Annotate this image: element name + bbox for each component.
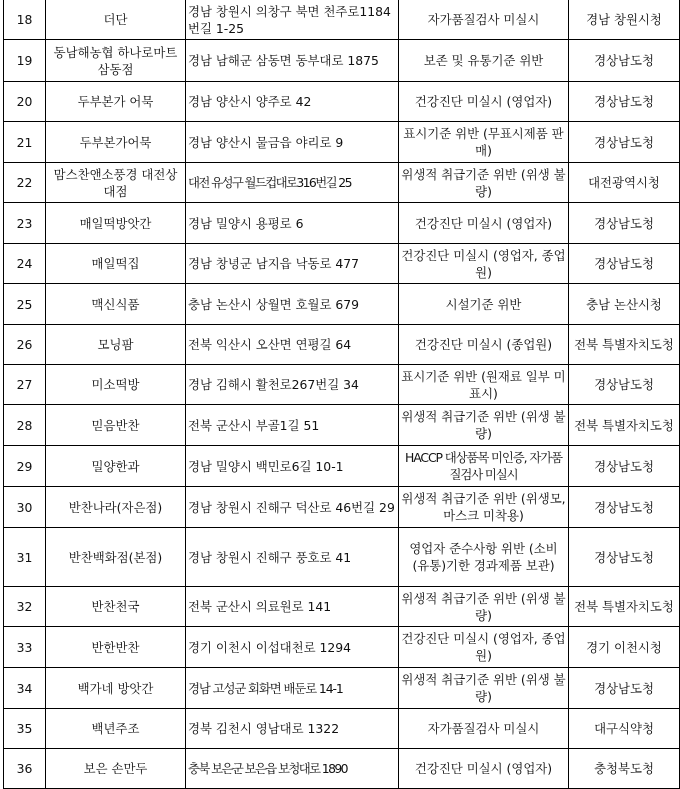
business-address: 경남 남해군 삼동면 동부대로 1875 — [186, 40, 399, 82]
table-row — [4, 405, 680, 446]
agency: 충남 논산시청 — [569, 284, 680, 325]
business-address: 전북 군산시 의료원로 141 — [186, 587, 399, 627]
row-number: 19 — [4, 40, 46, 82]
violation: 표시기준 위반 (원재료 일부 미표시) — [399, 365, 569, 405]
row-number: 28 — [4, 405, 46, 446]
business-name: 반찬천국 — [46, 587, 186, 627]
row-number: 22 — [4, 163, 46, 203]
table-row — [4, 587, 680, 627]
violation: 건강진단 미실시 (영업자) — [399, 82, 569, 122]
agency: 경상남도청 — [569, 82, 680, 122]
violation: 위생적 취급기준 위반 (위생 불량) — [399, 405, 569, 446]
violation: 보존 및 유통기준 위반 — [399, 40, 569, 82]
business-name: 반한반찬 — [46, 627, 186, 668]
business-address: 경남 밀양시 용평로 6 — [186, 203, 399, 244]
business-name: 밀양한과 — [46, 446, 186, 487]
business-name: 미소떡방 — [46, 365, 186, 405]
table-row — [4, 203, 680, 244]
business-address: 전북 익산시 오산면 연평길 64 — [186, 325, 399, 365]
violation: 건강진단 미실시 (영업자, 종업원) — [399, 244, 569, 284]
row-number: 33 — [4, 627, 46, 668]
violation: 건강진단 미실시 (종업원) — [399, 325, 569, 365]
table-row — [4, 749, 680, 789]
business-name: 매일떡방앗간 — [46, 203, 186, 244]
business-address: 충남 논산시 상월면 호월로 679 — [186, 284, 399, 325]
row-number: 25 — [4, 284, 46, 325]
violation: 영업자 준수사항 위반 (소비(유통)기한 경과제품 보관) — [399, 528, 569, 587]
violation: 위생적 취급기준 위반 (위생 불량) — [399, 163, 569, 203]
row-number: 36 — [4, 749, 46, 789]
table-row — [4, 668, 680, 709]
table-row — [4, 528, 680, 587]
agency: 경상남도청 — [569, 203, 680, 244]
business-address: 경남 고성군 회화면 배둔로 14-1 — [186, 668, 399, 709]
business-address: 경남 양산시 물금읍 야리로 9 — [186, 122, 399, 163]
business-address: 경남 김해시 활천로267번길 34 — [186, 365, 399, 405]
agency: 경상남도청 — [569, 668, 680, 709]
business-name: 믿음반찬 — [46, 405, 186, 446]
agency: 전북 특별자치도청 — [569, 587, 680, 627]
business-name: 백가네 방앗간 — [46, 668, 186, 709]
row-number: 18 — [4, 0, 46, 40]
business-address: 경북 김천시 영남대로 1322 — [186, 709, 399, 749]
agency: 경기 이천시청 — [569, 627, 680, 668]
business-address: 경남 창녕군 남지읍 낙동로 477 — [186, 244, 399, 284]
row-number: 21 — [4, 122, 46, 163]
agency: 대구식약청 — [569, 709, 680, 749]
violation: 시설기준 위반 — [399, 284, 569, 325]
agency: 경상남도청 — [569, 244, 680, 284]
row-number: 20 — [4, 82, 46, 122]
violation-table — [3, 0, 680, 789]
row-number: 34 — [4, 668, 46, 709]
violation: 표시기준 위반 (무표시제품 판매) — [399, 122, 569, 163]
agency: 경상남도청 — [569, 122, 680, 163]
business-address: 전북 군산시 부골1길 51 — [186, 405, 399, 446]
table-row — [4, 40, 680, 82]
business-address: 대전 유성구 월드컵대로316번길 25 — [186, 163, 399, 203]
agency: 경남 창원시청 — [569, 0, 680, 40]
business-name: 더단 — [46, 0, 186, 40]
business-address: 경남 양산시 양주로 42 — [186, 82, 399, 122]
business-name: 모닝팜 — [46, 325, 186, 365]
business-name: 맘스찬앤소풍경 대전상대점 — [46, 163, 186, 203]
agency: 충청북도청 — [569, 749, 680, 789]
agency: 경상남도청 — [569, 487, 680, 528]
violation: 건강진단 미실시 (영업자) — [399, 203, 569, 244]
table-row — [4, 244, 680, 284]
row-number: 32 — [4, 587, 46, 627]
violation: 자가품질검사 미실시 — [399, 709, 569, 749]
agency: 경상남도청 — [569, 528, 680, 587]
business-name: 반찬나라(자은점) — [46, 487, 186, 528]
agency: 전북 특별자치도청 — [569, 325, 680, 365]
table-row — [4, 0, 680, 40]
row-number: 35 — [4, 709, 46, 749]
violation: 자가품질검사 미실시 — [399, 0, 569, 40]
business-address: 경기 이천시 이섭대천로 1294 — [186, 627, 399, 668]
row-number: 23 — [4, 203, 46, 244]
table-row — [4, 365, 680, 405]
violation: 위생적 취급기준 위반 (위생 불량) — [399, 668, 569, 709]
business-name: 두부본가 어묵 — [46, 82, 186, 122]
business-address: 충북 보은군 보은읍 보청대로 1890 — [186, 749, 399, 789]
table-row — [4, 487, 680, 528]
violation: 위생적 취급기준 위반 (위생 불량) — [399, 587, 569, 627]
business-name: 두부본가어묵 — [46, 122, 186, 163]
business-address: 경남 창원시 진해구 덕산로 46번길 29 — [186, 487, 399, 528]
business-name: 보은 손만두 — [46, 749, 186, 789]
business-name: 맥신식품 — [46, 284, 186, 325]
table-row — [4, 325, 680, 365]
row-number: 27 — [4, 365, 46, 405]
table-row — [4, 163, 680, 203]
business-name: 매일떡집 — [46, 244, 186, 284]
row-number: 29 — [4, 446, 46, 487]
violation: 건강진단 미실시 (영업자) — [399, 749, 569, 789]
business-address: 경남 창원시 진해구 풍호로 41 — [186, 528, 399, 587]
business-address: 경남 밀양시 백민로6길 10-1 — [186, 446, 399, 487]
table-row — [4, 627, 680, 668]
table-row — [4, 82, 680, 122]
violation: HACCP 대상품목 미인증, 자가품질검사 미실시 — [399, 446, 569, 487]
violation: 위생적 취급기준 위반 (위생모, 마스크 미착용) — [399, 487, 569, 528]
violation: 건강진단 미실시 (영업자, 종업원) — [399, 627, 569, 668]
business-name: 동남해농협 하나로마트삼동점 — [46, 40, 186, 82]
agency: 대전광역시청 — [569, 163, 680, 203]
row-number: 31 — [4, 528, 46, 587]
row-number: 24 — [4, 244, 46, 284]
business-address: 경남 창원시 의창구 북면 천주로1184번길 1-25 — [186, 0, 399, 40]
row-number: 26 — [4, 325, 46, 365]
table-row — [4, 709, 680, 749]
business-name: 반찬백화점(본점) — [46, 528, 186, 587]
table-row — [4, 122, 680, 163]
row-number: 30 — [4, 487, 46, 528]
agency: 경상남도청 — [569, 40, 680, 82]
agency: 경상남도청 — [569, 365, 680, 405]
agency: 전북 특별자치도청 — [569, 405, 680, 446]
business-name: 백년주조 — [46, 709, 186, 749]
agency: 경상남도청 — [569, 446, 680, 487]
table-row — [4, 446, 680, 487]
table-row — [4, 284, 680, 325]
